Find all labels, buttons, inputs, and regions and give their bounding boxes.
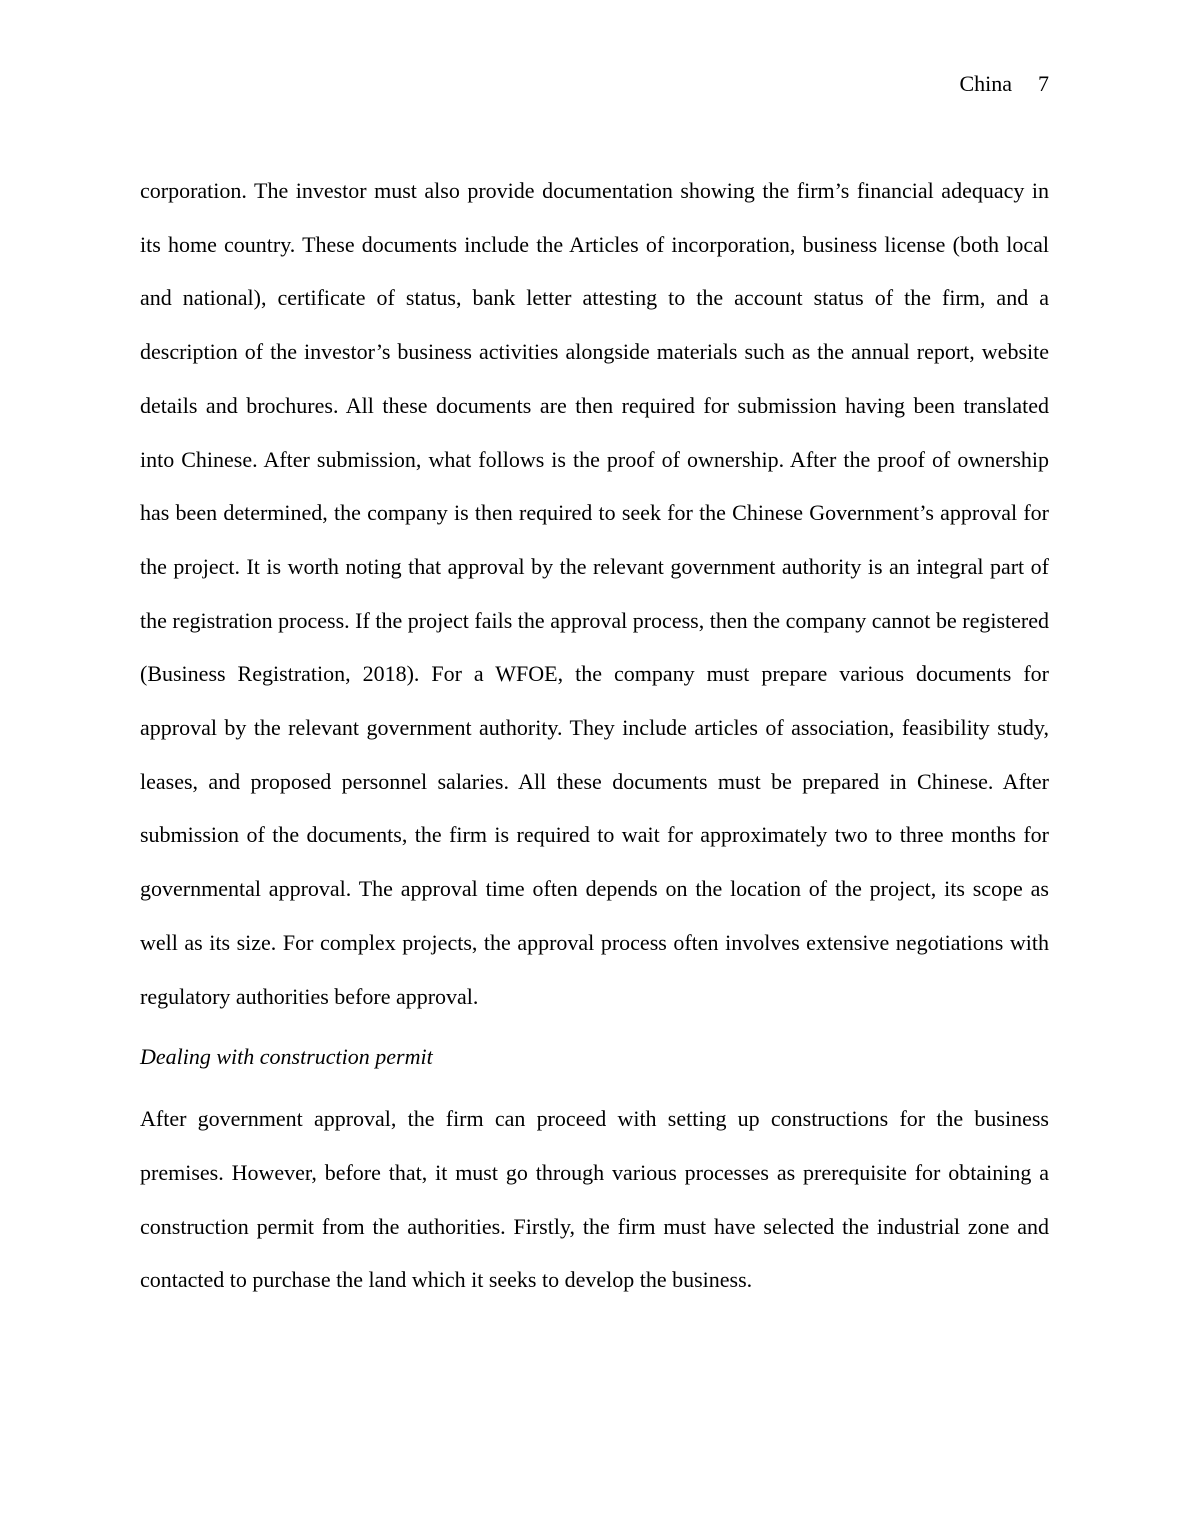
section-heading: Dealing with construction permit	[140, 1044, 433, 1070]
page-number: 7	[1038, 71, 1049, 96]
running-head: China	[959, 71, 1012, 96]
body-paragraph-1: corporation. The investor must also provide documentation showing the firm’s financial adequacy in its home country. These documents include the Articles of incorporation, business license (both local and national), certificate of status, bank letter attesting to the account status of the firm, and a description of the investor’s business activities alongside materials such as the annual report, website details and brochures. All these documents are then required for submission having been translated into Chinese. After submission, what follows is the proof of ownership. After the proof of ownership has been determined, the company is then required to seek for the Chinese Government’s approval for the project. It is worth noting that approval by the relevant government authority is an integral part of the registration process. If the project fails the approval process, then the company cannot be registered (Business Registration, 2018). For a WFOE, the company must prepare various documents for approval by the relevant government authority. They include articles of association, feasibility study, leases, and proposed personnel salaries. All these documents must be prepared in Chinese. After submission of the documents, the firm is required to wait for approximately two to three months for governmental approval. The approval time often depends on the location of the project, its scope as well as its size. For complex projects, the approval process often involves extensive negotiations with regulatory authorities before approval.	[140, 178, 1049, 1009]
page-header	[959, 70, 1049, 98]
document-body	[140, 164, 1049, 1307]
body-paragraph-2: After government approval, the firm can proceed with setting up constructions for the business premises. However, before that, it must go through various processes as prerequisite for obtaining a construction permit from the authorities. Firstly, the firm must have selected the industrial zone and contacted to purchase the land which it seeks to develop the business.	[140, 1106, 1049, 1293]
